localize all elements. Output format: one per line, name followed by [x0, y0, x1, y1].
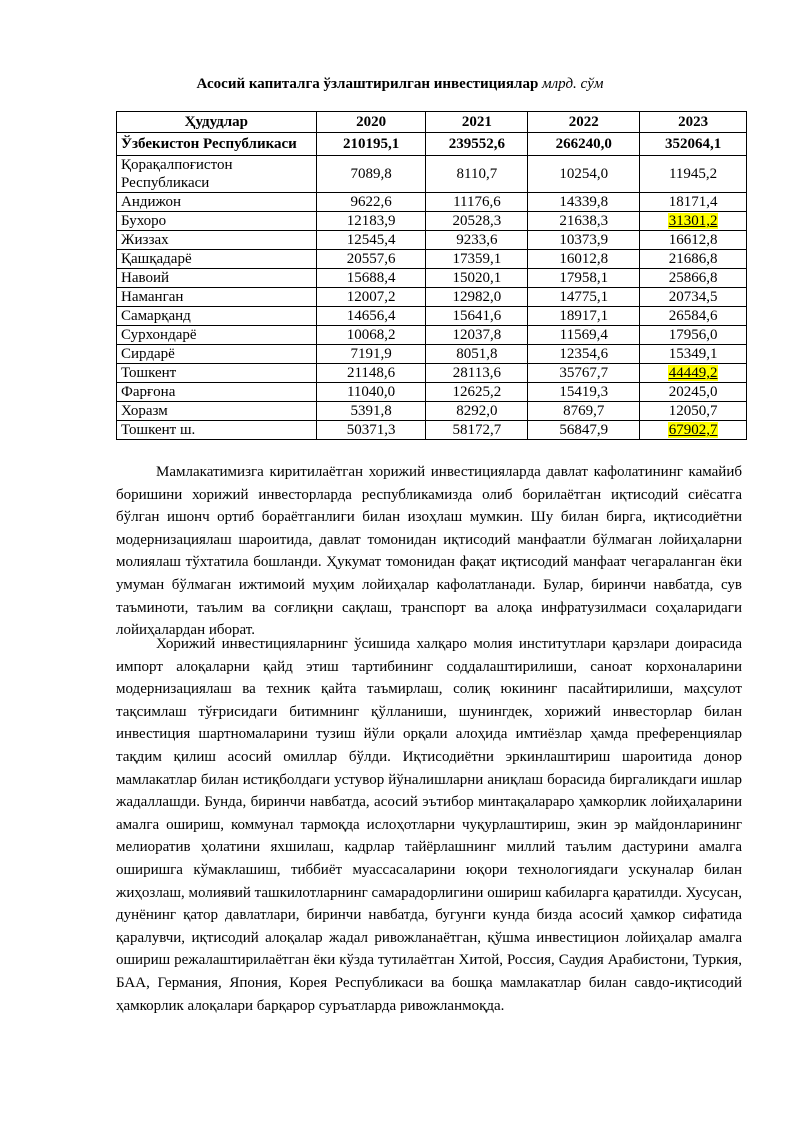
cell-2021: 20528,3: [426, 212, 528, 231]
cell-2023: 17956,0: [640, 326, 747, 345]
cell-2021: 8110,7: [426, 156, 528, 193]
table-row: [117, 345, 747, 364]
highlighted-value: 31301,2: [668, 213, 718, 229]
cell-2022: 12354,6: [528, 345, 640, 364]
cell-2020: 10068,2: [316, 326, 426, 345]
cell-2022: 35767,7: [528, 364, 640, 383]
highlighted-value: 67902,7: [668, 422, 718, 438]
cell-region: Тошкент ш.: [117, 421, 317, 440]
cell-2021: 28113,6: [426, 364, 528, 383]
cell-2020: 9622,6: [316, 193, 426, 212]
cell-region: Ўзбекистон Республикаси: [117, 133, 317, 156]
cell-2020: 14656,4: [316, 307, 426, 326]
cell-2023: 18171,4: [640, 193, 747, 212]
table-row: [117, 193, 747, 212]
cell-2022: 10254,0: [528, 156, 640, 193]
cell-2020: 12007,2: [316, 288, 426, 307]
cell-2020: 15688,4: [316, 269, 426, 288]
cell-2023: 15349,1: [640, 345, 747, 364]
cell-region: Тошкент: [117, 364, 317, 383]
table-row: [117, 269, 747, 288]
cell-2022: 16012,8: [528, 250, 640, 269]
cell-2023: 21686,8: [640, 250, 747, 269]
cell-2022: 21638,3: [528, 212, 640, 231]
cell-2021: 9233,6: [426, 231, 528, 250]
cell-2021: 8051,8: [426, 345, 528, 364]
header-2022: 2022: [528, 112, 640, 133]
table-row: [117, 364, 747, 383]
table-row: [117, 326, 747, 345]
header-2023: 2023: [640, 112, 747, 133]
cell-2023: 11945,2: [640, 156, 747, 193]
cell-2021: 8292,0: [426, 402, 528, 421]
cell-2023: 352064,1: [640, 133, 747, 156]
highlighted-value: 44449,2: [668, 365, 718, 381]
cell-2021: 239552,6: [426, 133, 528, 156]
cell-2020: 210195,1: [316, 133, 426, 156]
cell-2020: 11040,0: [316, 383, 426, 402]
cell-2022: 10373,9: [528, 231, 640, 250]
cell-region: Фарғона: [117, 383, 317, 402]
table-row: [117, 402, 747, 421]
cell-2023: 20245,0: [640, 383, 747, 402]
cell-2020: 7191,9: [316, 345, 426, 364]
table-row: [117, 156, 747, 193]
cell-2020: 20557,6: [316, 250, 426, 269]
investment-table: [116, 111, 747, 440]
cell-2021: 12982,0: [426, 288, 528, 307]
cell-2020: 7089,8: [316, 156, 426, 193]
header-regions: Ҳудудлар: [117, 112, 317, 133]
header-2020: 2020: [316, 112, 426, 133]
table-row: [117, 288, 747, 307]
cell-region: Сурхондарё: [117, 326, 317, 345]
table-row-total: [117, 133, 747, 156]
table-row: [117, 307, 747, 326]
table-row: [117, 421, 747, 440]
cell-region: Навоий: [117, 269, 317, 288]
cell-2022: 14339,8: [528, 193, 640, 212]
cell-2022: 15419,3: [528, 383, 640, 402]
header-2021: 2021: [426, 112, 528, 133]
paragraph-1: Мамлакатимизга киритилаётган хорижий инвестицияларда давлат кафолатининг камайиб боришини хорижий инвесторларда республикамизда олиб борилаётган иқтисодий сиёсатга бўлган ишонч ортиб бораётганлиги билан изоҳлаш мумкин. Шу билан бирга, иқтисодиётни модернизациялаш шароитида, давлат томонидан иқтисодий манфаатли бўлмаган лойиҳаларни молиялаш тўхтатила бошланди. Ҳукумат томонидан фақат иқтисодий манфаат чегараланган ёки умуман бўлмаган ижтимоий муҳим лойиҳалар кафолатланади. Булар, биринчи навбатда, сув таъминоти, таълим ва соғлиқни сақлаш, транспорт ва алоқа инфратузилмаси соҳаларидаги лойиҳалардан иборат.: [116, 464, 742, 639]
cell-2020: 12545,4: [316, 231, 426, 250]
cell-region: Қашқадарё: [117, 250, 317, 269]
table-title-text: Асосий капиталга ўзлаштирилган инвестициялар: [196, 76, 539, 92]
cell-2021: 17359,1: [426, 250, 528, 269]
cell-2021: 12625,2: [426, 383, 528, 402]
cell-2022: 266240,0: [528, 133, 640, 156]
cell-2021: 12037,8: [426, 326, 528, 345]
cell-2023: 20734,5: [640, 288, 747, 307]
cell-region: Хоразм: [117, 402, 317, 421]
cell-2022: 11569,4: [528, 326, 640, 345]
cell-region: Наманган: [117, 288, 317, 307]
cell-2022: 14775,1: [528, 288, 640, 307]
cell-2023: 12050,7: [640, 402, 747, 421]
table-row: [117, 383, 747, 402]
cell-2021: 15020,1: [426, 269, 528, 288]
cell-region: Самарқанд: [117, 307, 317, 326]
cell-2022: 18917,1: [528, 307, 640, 326]
paragraph-2: Хорижий инвестицияларнинг ўсишида халқаро молия институтлари қарзлари доирасида импорт алоқаларни қайд этиш тартибининг соддалаштирилиши, саноат корхоналарини модернизациялаш ва техник қайта таъмирлаш, солиқ юкининг пасайтирилиши, маҳсулот тақсимлаш тўғрисидаги битимнинг қўлланиши, шунингдек, хорижий инвесторлар билан инвестиция шартномаларини тузиш йўли орқали алоҳида имтиёзлар ҳамда преференциялар тақдим қилиш асосий омиллар бўлди. Иқтисодиётни эркинлаштириш шароитида донор мамлакатлар билан истиқболдаги устувор йўналишларни аниқлаш борасида биргаликдаги ишлар жадаллашди. Бунда, биринчи навбатда, асосий эътибор минтақалараро ҳамкорлик лойиҳаларини амалга ошириш, коммунал тармоқда ислоҳотларни чуқурлаштириш, экин эр майдонларининг мелиоратив ҳолатини яхшилаш, кадрлар тайёрлашнинг миллий таълим дастурини амалга оширишга кўмаклашиш, тиббиёт муассасаларини юқори технологиядаги ускуналар билан жиҳозлаш, молиявий ташкилотларнинг самарадорлигини ошириш кабиларга қаратилди. Хусусан, дунёнинг қатор давлатлари, биринчи навбатда, бугунги кунда бизда асосий ҳамкор сифатида қаралувчи, иқтисодий алоқалар жадал ривожланаётган, қўшма инвестицион лойиҳалар амалга ошириш режалаштирилаётган ёки кўзда тутилаётган Хитой, Россия, Саудия Арабистони, Туркия, БАА, Германия, Япония, Корея Республикаси ва бошқа мамлакатлар билан савдо-иқтисодий ҳамкорлик алоқалари барқарор суръатларда ривожланмоқда.: [116, 636, 742, 1014]
cell-2022: 17958,1: [528, 269, 640, 288]
cell-2023: 16612,8: [640, 231, 747, 250]
cell-2020: 12183,9: [316, 212, 426, 231]
cell-region: Андижон: [117, 193, 317, 212]
cell-2021: 15641,6: [426, 307, 528, 326]
cell-2023: [640, 364, 747, 383]
table-row: [117, 250, 747, 269]
cell-2023: [640, 421, 747, 440]
cell-region: Сирдарё: [117, 345, 317, 364]
cell-2022: 56847,9: [528, 421, 640, 440]
table-title-unit: млрд. сўм: [542, 76, 604, 92]
cell-2021: 58172,7: [426, 421, 528, 440]
table-row: [117, 212, 747, 231]
cell-2023: 26584,6: [640, 307, 747, 326]
cell-2020: 5391,8: [316, 402, 426, 421]
cell-2020: 21148,6: [316, 364, 426, 383]
table-title: [0, 76, 800, 93]
cell-region: Жиззах: [117, 231, 317, 250]
cell-region: Қорақалпоғистон Республикаси: [117, 156, 317, 193]
cell-2020: 50371,3: [316, 421, 426, 440]
table-header-row: [117, 112, 747, 133]
cell-2023: 25866,8: [640, 269, 747, 288]
table-row: [117, 231, 747, 250]
cell-2023: [640, 212, 747, 231]
cell-2021: 11176,6: [426, 193, 528, 212]
cell-region: Бухоро: [117, 212, 317, 231]
cell-2022: 8769,7: [528, 402, 640, 421]
